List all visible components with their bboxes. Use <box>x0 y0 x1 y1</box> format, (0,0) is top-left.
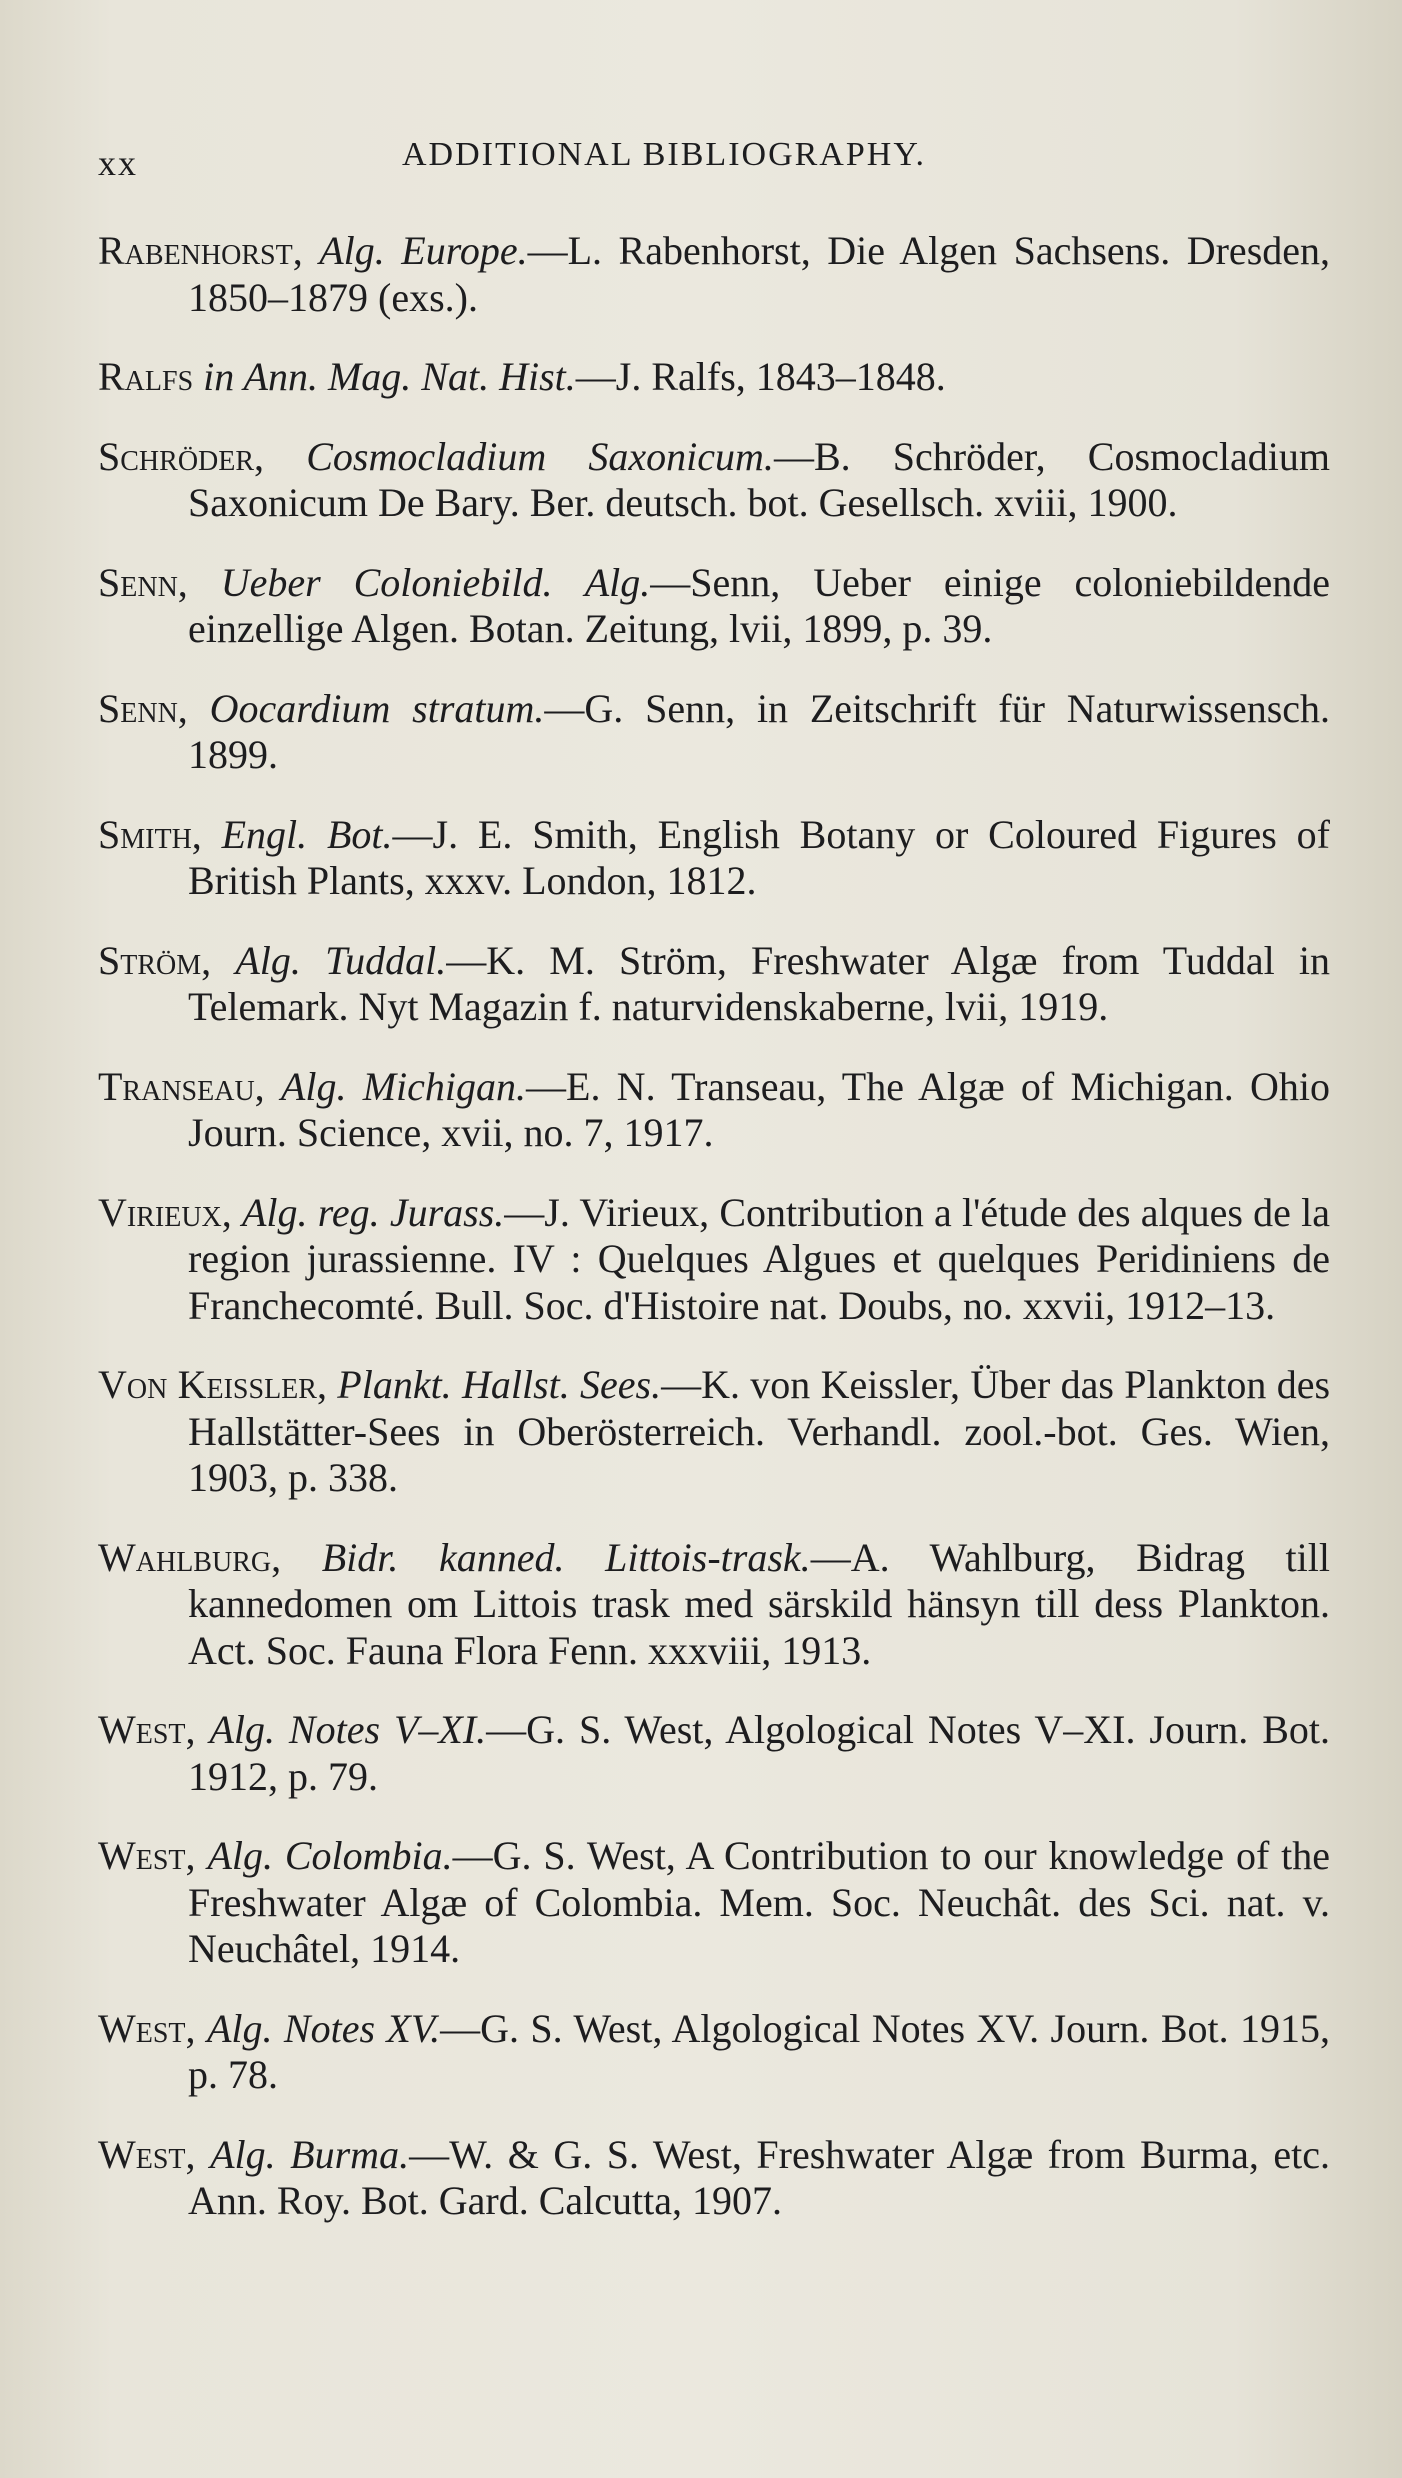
entry-citation: —G. S. West, Algological Notes V–XI. Journ. Bot. 1912, p. 79. <box>188 1707 1330 1799</box>
entry-short-title: Cosmocladium Saxonicum. <box>306 433 774 479</box>
entry-short-title: in Ann. Mag. Nat. Hist. <box>203 354 576 399</box>
entry-short-title: Alg. reg. Jurass. <box>242 1189 505 1235</box>
entry-citation: —J. Ralfs, 1843–1848. <box>575 354 946 399</box>
entry-short-title: Alg. Notes XV. <box>206 2005 441 2051</box>
entry-author: West, <box>98 1707 196 1752</box>
entry-citation: —L. Rabenhorst, Die Algen Sachsens. Dresden, 1850–1879 (exs.). <box>188 228 1331 320</box>
entry-author: Virieux, <box>98 1189 232 1235</box>
entry-citation: —G. S. West, Algological Notes XV. Journ. Bot. 1915, p. 78. <box>188 2005 1331 2097</box>
bibliography-entry <box>98 434 1330 527</box>
bibliography-entry <box>98 1707 1330 1800</box>
entry-citation: —J. E. Smith, English Botany or Coloured Figures of British Plants, xxxv. London, 1812. <box>188 811 1331 903</box>
entry-short-title: Alg. Notes V–XI. <box>209 1707 487 1752</box>
entry-citation: —B. Schröder, Cosmocladium Saxonicum De Bary. Ber. deutsch. bot. Gesellsch. xviii, 1900. <box>188 433 1330 525</box>
entry-citation: —G. Senn, in Zeitschrift für Naturwissensch. 1899. <box>188 685 1331 777</box>
bibliography-entry <box>98 1064 1330 1157</box>
entry-author: Smith, <box>98 811 202 857</box>
entry-short-title: Oocardium stratum. <box>209 685 545 731</box>
entry-author: West, <box>98 1833 196 1878</box>
entry-short-title: Alg. Tuddal. <box>235 937 447 983</box>
entry-author: Ralfs <box>98 354 194 399</box>
bibliography-entry <box>98 1362 1330 1502</box>
entry-short-title: Alg. Europe. <box>319 228 528 273</box>
entry-citation: —A. Wahlburg, Bidrag till kannedomen om Littois trask med särskild hänsyn till dess Plankton. Act. Soc. Fauna Flora Fenn. xxxviii, 1913. <box>188 1534 1330 1673</box>
bibliography-entry <box>98 354 1330 401</box>
entry-citation: —G. S. West, A Contribution to our knowledge of the Freshwater Algæ of Colombia. Mem. Soc. Neuchât. des Sci. nat. v. Neuchâtel, 1914. <box>188 1833 1331 1971</box>
bibliography-list <box>98 228 1330 2258</box>
entry-short-title: Alg. Michigan. <box>280 1063 527 1109</box>
bibliography-entry <box>98 2006 1330 2099</box>
bibliography-entry <box>98 1833 1330 1973</box>
bibliography-entry <box>98 228 1330 321</box>
entry-author: Schröder, <box>98 433 265 479</box>
entry-short-title: Engl. Bot. <box>221 811 393 857</box>
entry-author: West, <box>98 2005 196 2051</box>
entry-citation: —J. Virieux, Contribution a l'étude des alques de la region jurassienne. IV : Quelques Algues et quelques Peridiniens de Franchecomté. Bull. Soc. d'Histoire nat. Doubs, no. xxvii, 1912–13. <box>188 1189 1331 1328</box>
page-number: xx <box>98 143 138 183</box>
entry-short-title: Bidr. kanned. Littois-trask. <box>321 1534 811 1580</box>
entry-citation: —K. von Keissler, Über das Plankton des Hallstätter-Sees in Oberösterreich. Verhandl. zool.-bot. Ges. Wien, 1903, p. 338. <box>188 1362 1331 1500</box>
bibliography-entry <box>98 812 1330 905</box>
entry-short-title: Ueber Coloniebild. Alg. <box>220 559 651 605</box>
entry-author: Von Keissler, <box>98 1362 327 1407</box>
page-header <box>0 132 1402 182</box>
entry-author: West, <box>98 2131 196 2177</box>
entry-short-title: Alg. Colombia. <box>207 1833 453 1878</box>
entry-citation: —Senn, Ueber einige coloniebildende einzellige Algen. Botan. Zeitung, lvii, 1899, p. 39. <box>188 559 1331 651</box>
entry-author: Rabenhorst, <box>98 228 303 273</box>
bibliography-entry <box>98 560 1330 653</box>
entry-author: Ström, <box>98 937 212 983</box>
entry-author: Transeau, <box>98 1063 265 1109</box>
entry-citation: —W. & G. S. West, Freshwater Algæ from Burma, etc. Ann. Roy. Bot. Gard. Calcutta, 1907. <box>188 2131 1330 2223</box>
entry-short-title: Plankt. Hallst. Sees. <box>337 1362 662 1407</box>
bibliography-entry <box>98 1535 1330 1675</box>
entry-author: Senn, <box>98 685 188 731</box>
entry-citation: —E. N. Transeau, The Algæ of Michigan. Ohio Journ. Science, xvii, no. 7, 1917. <box>188 1063 1331 1155</box>
bibliography-entry <box>98 2132 1330 2225</box>
bibliography-entry <box>98 686 1330 779</box>
bibliography-entry <box>98 938 1330 1031</box>
entry-short-title: Alg. Burma. <box>210 2131 410 2177</box>
running-head: ADDITIONAL BIBLIOGRAPHY. <box>402 136 926 173</box>
entry-author: Senn, <box>98 559 188 605</box>
entry-citation: —K. M. Ström, Freshwater Algæ from Tuddal in Telemark. Nyt Magazin f. naturvidenskaberne, lvii, 1919. <box>188 937 1330 1029</box>
bibliography-entry <box>98 1190 1330 1330</box>
entry-author: Wahlburg, <box>98 1534 282 1580</box>
